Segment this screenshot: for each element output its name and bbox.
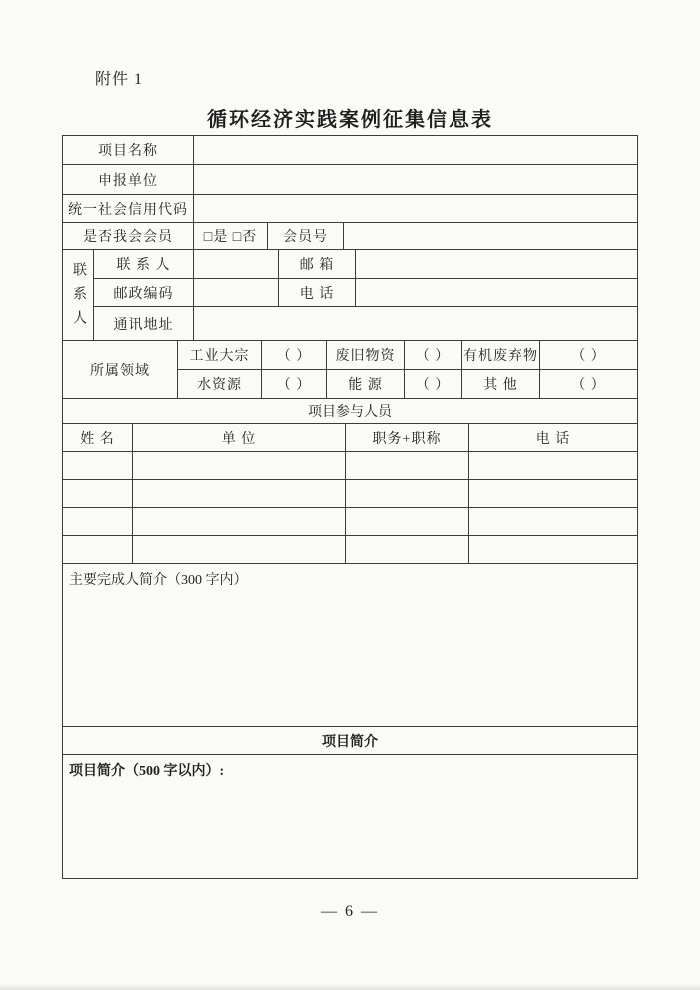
field-paren-organic-waste: （ ） — [571, 349, 606, 364]
participant-name-cell — [63, 452, 133, 479]
contact-person-label: 联 系 人 — [94, 250, 194, 278]
row-contact-person — [94, 250, 637, 279]
form-table — [62, 135, 638, 879]
participant-phone-cell — [469, 452, 637, 479]
field-paren-other: （ ） — [571, 378, 606, 393]
row-declaring-unit — [63, 165, 637, 195]
postcode-value — [194, 279, 279, 306]
project-intro-cell — [63, 755, 637, 878]
participants-header-phone: 电 话 — [535, 431, 571, 447]
member-options: □是 □否 — [194, 223, 268, 249]
completer-intro-label: 主要完成人简介（300 字内） — [69, 573, 248, 588]
participant-unit-cell — [133, 508, 346, 535]
band-participants — [63, 424, 637, 564]
participant-name-cell — [63, 508, 133, 535]
participant-phone-cell — [469, 536, 637, 563]
field-grid — [178, 341, 637, 398]
attachment-label: 附件 1 — [95, 71, 144, 88]
participants-header-title: 职务+职称 — [346, 424, 469, 451]
row-address — [94, 307, 637, 340]
credit-code-label: 统一社会信用代码 — [63, 195, 194, 222]
field-row-2 — [178, 370, 637, 398]
project-intro-label: 项目简介（500 字以内）: — [69, 764, 225, 779]
participant-unit-cell — [133, 480, 346, 507]
scan-edge-shadow — [0, 984, 700, 990]
participant-title-cell — [346, 452, 469, 479]
declaring-unit-label: 申报单位 — [63, 165, 194, 194]
phone-value — [356, 279, 637, 306]
participant-row — [63, 480, 637, 508]
field-name-water: 水资源 — [178, 370, 262, 398]
field-paren-water: （ ） — [262, 370, 327, 398]
participants-header-name: 姓 名 — [63, 424, 133, 451]
project-name-label: 项目名称 — [63, 136, 194, 164]
field-group-label: 所属领域 — [63, 341, 178, 398]
band-fields — [63, 341, 637, 399]
member-no-label: 会员号 — [268, 223, 344, 249]
member-question-label: 是否我会会员 — [63, 223, 194, 249]
field-paren-waste-materials: （ ） — [405, 341, 462, 369]
row-postcode — [94, 279, 637, 307]
row-project-name — [63, 136, 637, 165]
phone-label: 电 话 — [279, 279, 356, 306]
field-name-waste-materials: 废旧物资 — [327, 341, 405, 369]
postcode-label: 邮政编码 — [94, 279, 194, 306]
email-value — [356, 250, 637, 278]
member-no-value — [344, 223, 637, 249]
participant-name-cell — [63, 536, 133, 563]
participant-row — [63, 452, 637, 480]
page-number: — 6 — — [321, 903, 379, 920]
band-basic-info — [63, 136, 637, 223]
contact-rows — [94, 250, 637, 340]
completer-intro-cell — [63, 564, 637, 727]
address-value — [194, 307, 637, 340]
page-title: 循环经济实践案例征集信息表 — [207, 109, 493, 131]
declaring-unit-value — [194, 165, 637, 194]
participants-header-row — [63, 424, 637, 452]
participant-phone-cell — [469, 480, 637, 507]
email-label: 邮 箱 — [279, 250, 356, 278]
participant-row — [63, 536, 637, 563]
field-paren-industrial-bulk: （ ） — [262, 341, 327, 369]
participants-header-unit: 单 位 — [133, 424, 346, 451]
field-name-other: 其 他 — [462, 370, 540, 398]
row-membership — [63, 223, 637, 249]
participant-title-cell — [346, 536, 469, 563]
field-row-1 — [178, 341, 637, 370]
address-label: 通讯地址 — [94, 307, 194, 340]
participant-name-cell — [63, 480, 133, 507]
participant-title-cell — [346, 508, 469, 535]
participant-row — [63, 508, 637, 536]
field-name-industrial-bulk: 工业大宗 — [178, 341, 262, 369]
contact-person-value — [194, 250, 279, 278]
project-name-value — [194, 136, 637, 164]
field-paren-energy: （ ） — [405, 370, 462, 398]
contact-group-label: 联系人 — [63, 250, 94, 340]
band-membership — [63, 223, 637, 250]
credit-code-value — [194, 195, 637, 222]
participants-title: 项目参与人员 — [63, 399, 637, 424]
participant-unit-cell — [133, 452, 346, 479]
participant-phone-cell — [469, 508, 637, 535]
participant-title-cell — [346, 480, 469, 507]
participant-unit-cell — [133, 536, 346, 563]
field-name-organic-waste: 有机废弃物 — [462, 341, 540, 369]
row-credit-code — [63, 195, 637, 222]
band-contact — [63, 250, 637, 341]
project-intro-title: 项目简介 — [63, 727, 637, 755]
field-name-energy: 能 源 — [327, 370, 405, 398]
